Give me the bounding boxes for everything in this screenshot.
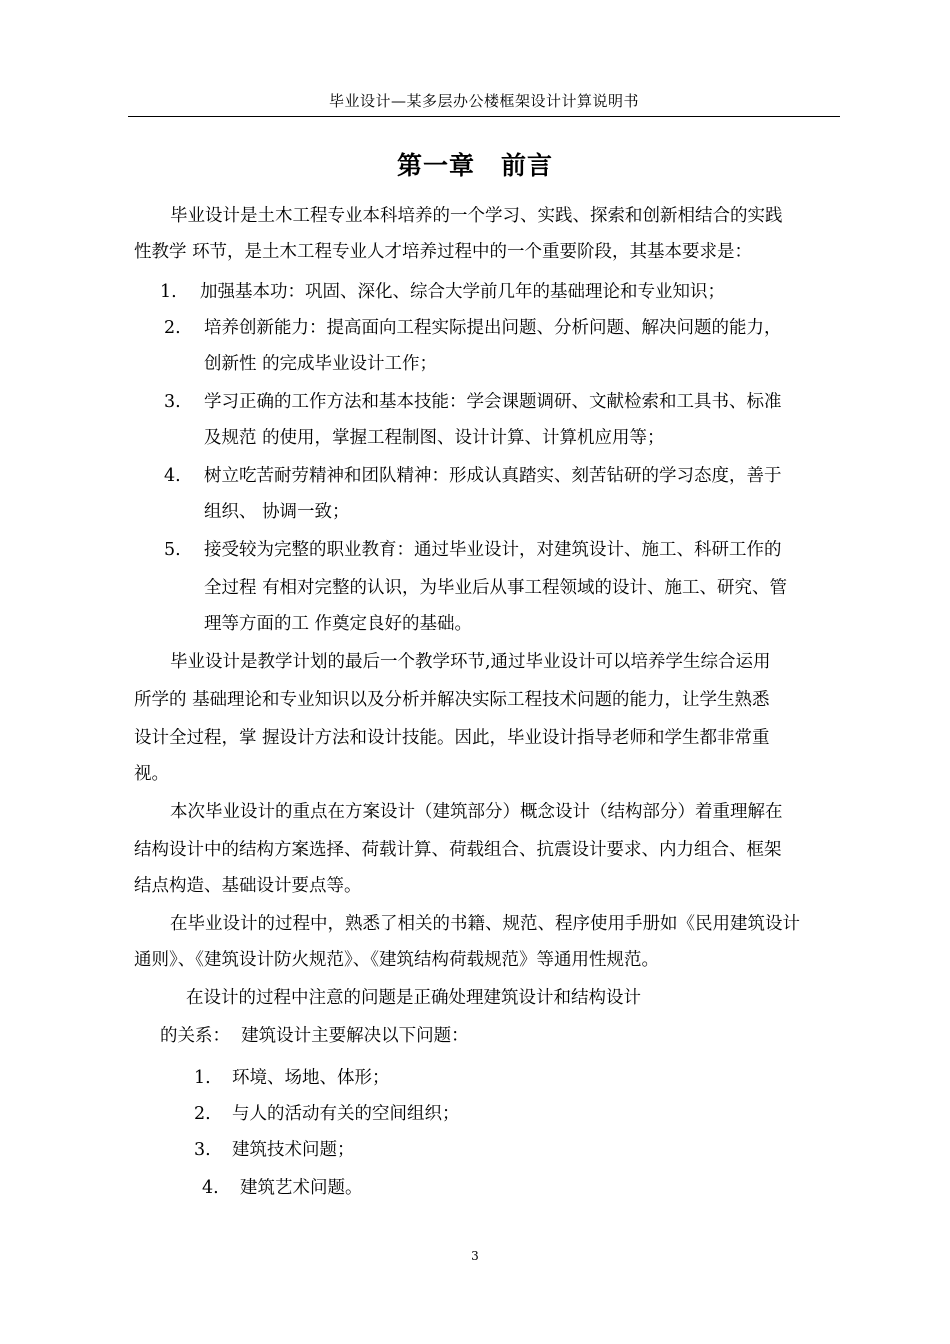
requirement-5-text-line-1: 接受较为完整的职业教育：通过毕业设计，对建筑设计、施工、科研工作的	[204, 540, 782, 560]
paragraph-5-line-1: 在设计的过程中注意的问题是正确处理建筑设计和结构设计	[186, 988, 641, 1008]
requirement-2-text-line-1: 培养创新能力：提高面向工程实际提出问题、分析问题、解决问题的能力，	[204, 318, 782, 338]
page-number: 3	[471, 1249, 479, 1263]
paragraph-2-line-4: 视。	[134, 764, 169, 784]
requirement-4-text-line-1: 树立吃苦耐劳精神和团队精神：形成认真踏实、刻苦钻研的学习态度，善于	[204, 466, 782, 486]
requirement-3-text-line-2: 及规范 的使用，掌握工程制图、设计计算、计算机应用等；	[204, 428, 665, 448]
issue-2-text: 与人的活动有关的空间组织；	[232, 1104, 460, 1124]
paragraph-3-line-2: 结构设计中的结构方案选择、荷载计算、荷载组合、抗震设计要求、内力组合、框架	[134, 840, 782, 860]
issue-2-number: 2.	[194, 1104, 211, 1124]
issue-1-number: 1.	[194, 1068, 211, 1088]
intro-line-1: 毕业设计是土木工程专业本科培养的一个学习、实践、探索和创新相结合的实践	[170, 206, 783, 226]
requirement-5-text-line-2: 全过程 有相对完整的认识，为毕业后从事工程领域的设计、施工、研究、管	[204, 578, 788, 598]
header-rule	[128, 116, 840, 117]
requirement-1-text: 加强基本功：巩固、深化、综合大学前几年的基础理论和专业知识；	[200, 282, 725, 302]
issue-3-number: 3.	[194, 1140, 211, 1160]
paragraph-3-line-3: 结点构造、基础设计要点等。	[134, 876, 362, 896]
intro-line-2: 性教学 环节，是土木工程专业人才培养过程中的一个重要阶段，其基本要求是：	[134, 242, 753, 262]
paragraph-4-line-1: 在毕业设计的过程中，熟悉了相关的书籍、规范、程序使用手册如《民用建筑设计	[170, 914, 800, 934]
requirement-2-text-line-2: 创新性 的完成毕业设计工作；	[204, 354, 438, 374]
paragraph-2-line-2: 所学的 基础理论和专业知识以及分析并解决实际工程技术问题的能力，让学生熟悉	[134, 690, 770, 710]
requirement-1-number: 1.	[160, 282, 177, 302]
requirement-3-number: 3.	[164, 392, 181, 412]
paragraph-4-line-2: 通则》、《建筑设计防火规范》、《建筑结构荷载规范》等通用性规范。	[134, 950, 659, 970]
issue-1-text: 环境、场地、体形；	[232, 1068, 390, 1088]
issue-4-text: 建筑艺术问题。	[240, 1178, 363, 1198]
chapter-title: 第一章 前言	[396, 151, 553, 180]
paragraph-2-line-3: 设计全过程，掌 握设计方法和设计技能。因此，毕业设计指导老师和学生都非常重	[134, 728, 770, 748]
requirement-2-number: 2.	[164, 318, 181, 338]
paragraph-5-line-2: 的关系： 建筑设计主要解决以下问题：	[160, 1026, 469, 1046]
requirement-4-number: 4.	[164, 466, 181, 486]
issue-4-number: 4.	[202, 1178, 219, 1198]
running-header: 毕业设计—某多层办公楼框架设计计算说明书	[328, 92, 639, 110]
paragraph-2-line-1: 毕业设计是教学计划的最后一个教学环节,通过毕业设计可以培养学生综合运用	[170, 652, 771, 672]
requirement-5-number: 5.	[164, 540, 181, 560]
requirement-3-text-line-1: 学习正确的工作方法和基本技能：学会课题调研、文献检索和工具书、标准	[204, 392, 782, 412]
requirement-4-text-line-2: 组织、 协调一致；	[204, 502, 350, 522]
issue-3-text: 建筑技术问题；	[232, 1140, 355, 1160]
requirement-5-text-line-3: 理等方面的工 作奠定良好的基础。	[204, 614, 473, 634]
paragraph-3-line-1: 本次毕业设计的重点在方案设计（建筑部分）概念设计（结构部分）着重理解在	[170, 802, 783, 822]
